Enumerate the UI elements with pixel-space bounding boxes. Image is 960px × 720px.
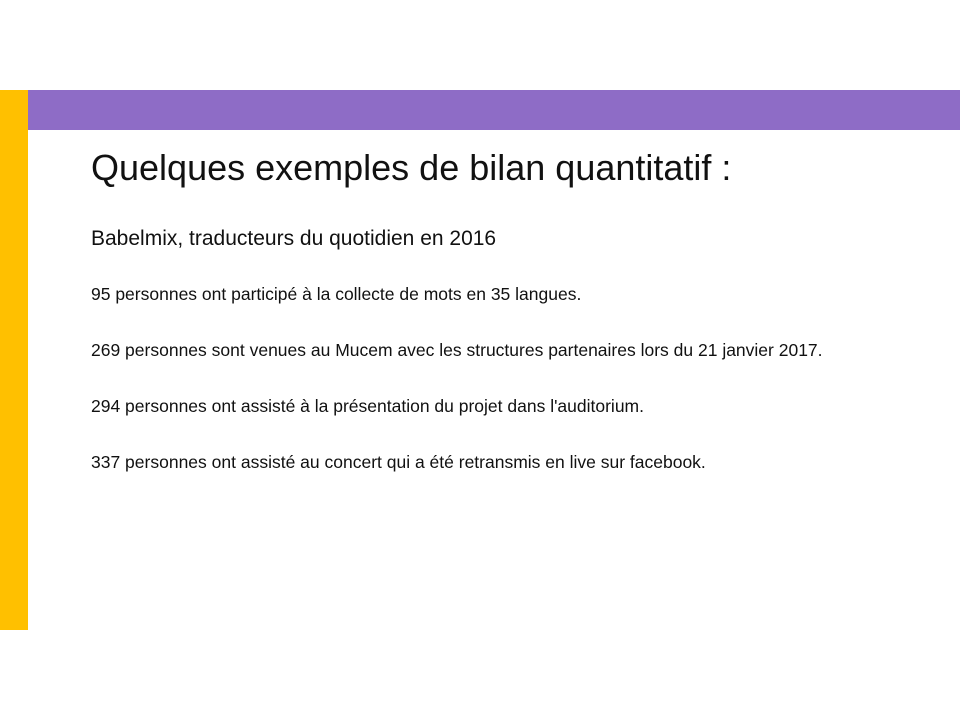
stats-list [91, 280, 881, 504]
stat-item: 337 personnes ont assisté au concert qui a été retransmis en live sur facebook. [91, 452, 706, 472]
stat-item: 95 personnes ont participé à la collecte de mots en 35 langues. [91, 284, 582, 304]
slide-title: Quelques exemples de bilan quantitatif : [91, 147, 732, 188]
stat-item: 294 personnes ont assisté à la présentation du projet dans l'auditorium. [91, 396, 644, 416]
stat-item: 269 personnes sont venues au Mucem avec les structures partenaires lors du 21 janvier 2017. [91, 340, 823, 360]
slide-subtitle: Babelmix, traducteurs du quotidien en 2016 [91, 227, 497, 250]
header-band [28, 90, 960, 130]
left-accent-bar [0, 90, 28, 630]
